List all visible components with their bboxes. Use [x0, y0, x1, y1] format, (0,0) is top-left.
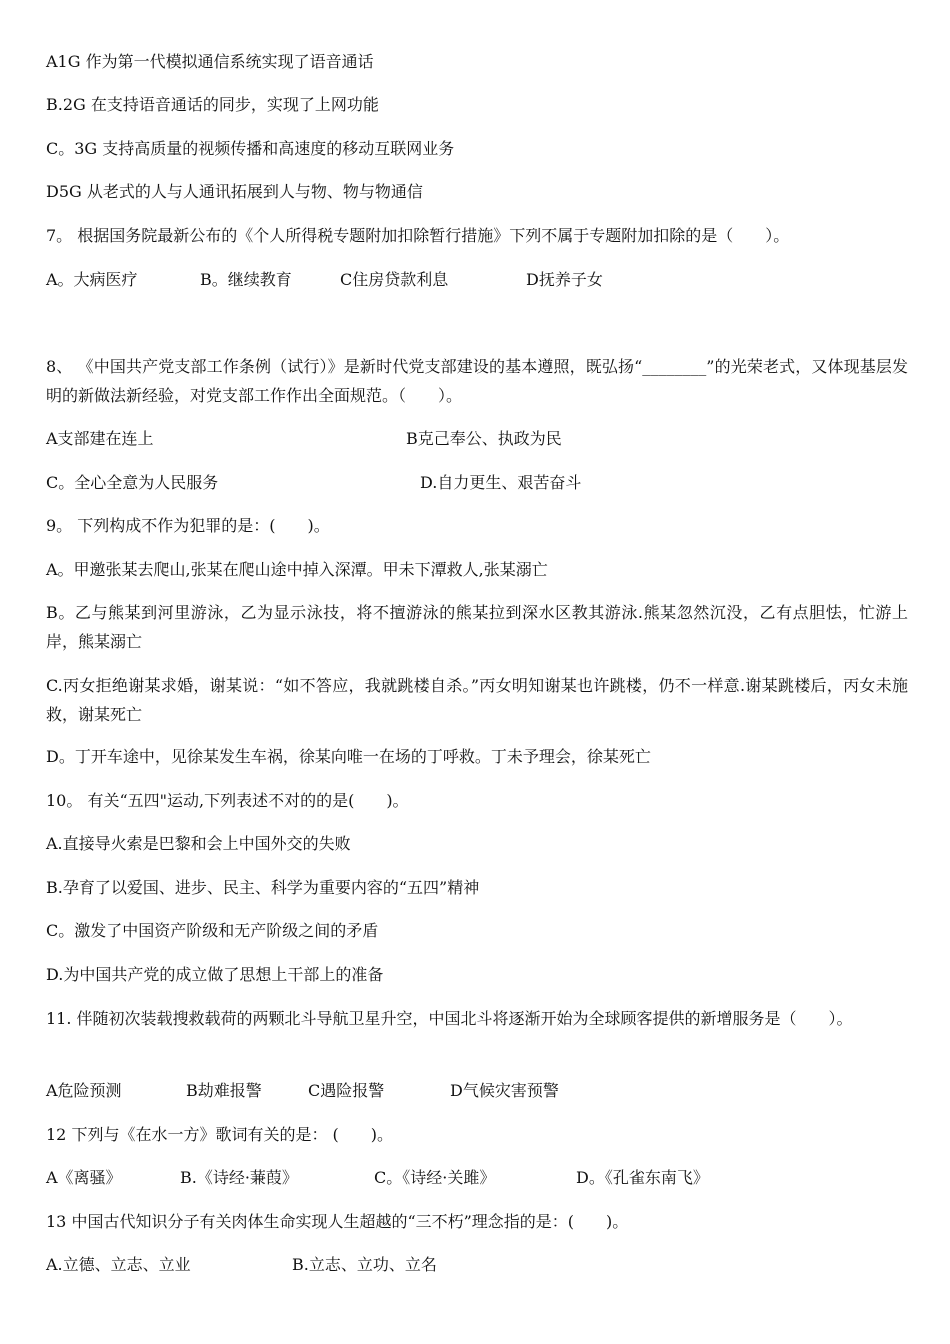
- q6-option-b: B.2G 在支持语音通话的同步，实现了上网功能: [46, 95, 379, 114]
- q6-option-c: C。3G 支持高质量的视频传播和高速度的移动互联网业务: [46, 139, 455, 158]
- q13-option-b: B.立志、立功、立名: [292, 1255, 437, 1274]
- q9-option-c: C.丙女拒绝谢某求婚，谢某说：“如不答应，我就跳楼自杀。”丙女明知谢某也许跳楼，仍不一样意.谢某跳楼后，丙女未施救，谢某死亡: [46, 676, 908, 724]
- q12-option-c: C。《诗经·关雎》: [374, 1168, 496, 1187]
- q7-option-a: A。大病医疗: [46, 270, 138, 289]
- q13-option-a: A.立德、立志、立业: [46, 1255, 191, 1274]
- q12-question: 12 下列与《在水一方》歌词有关的是： ( )。: [46, 1125, 394, 1144]
- q10-option-d: D.为中国共产党的成立做了思想上干部上的准备: [46, 965, 384, 984]
- q9-option-b: B。乙与熊某到河里游泳，乙为显示泳技，将不擅游泳的熊某拉到深水区教其游泳.熊某忽然沉没，乙有点胆怯，忙游上岸，熊某溺亡: [46, 603, 908, 651]
- q8-option-c: C。全心全意为人民服务: [46, 473, 219, 492]
- q10-question: 10。 有关“五四"运动,下列表述不对的的是( )。: [46, 791, 409, 810]
- q7-question: 7。 根据国务院最新公布的《个人所得税专题附加扣除暂行措施》下列不属于专题附加扣除的是（ ）。: [46, 226, 790, 245]
- q12-option-b: B.《诗经·蒹葭》: [180, 1168, 298, 1187]
- q11-question: 11. 伴随初次装载搜救载荷的两颗北斗导航卫星升空，中国北斗将逐渐开始为全球顾客提供的新增服务是（ ）。: [46, 1009, 853, 1028]
- q6-option-a: A1G 作为第一代模拟通信系统实现了语音通话: [46, 52, 374, 71]
- q9-question: 9。 下列构成不作为犯罪的是：( )。: [46, 516, 330, 535]
- q6-option-d: D5G 从老式的人与人通讯拓展到人与物、物与物通信: [46, 182, 423, 201]
- q9-option-a: A。甲邀张某去爬山,张某在爬山途中掉入深潭。甲未下潭救人,张某溺亡: [46, 560, 548, 579]
- q7-option-d: D抚养子女: [526, 270, 603, 289]
- q7-option-b: B。继续教育: [200, 270, 292, 289]
- q12-option-d: D。《孔雀东南飞》: [576, 1168, 709, 1187]
- q12-option-a: A《离骚》: [46, 1168, 122, 1187]
- q7-option-c: C住房贷款利息: [340, 270, 449, 289]
- q11-option-d: D气候灾害预警: [450, 1081, 559, 1100]
- q9-option-d: D。丁开车途中，见徐某发生车祸，徐某向唯一在场的丁呼救。丁未予理会，徐某死亡: [46, 747, 651, 766]
- q11-option-a: A危险预测: [46, 1081, 122, 1100]
- q8-option-d: D.自力更生、艰苦奋斗: [420, 473, 582, 492]
- q8-option-b: B克己奉公、执政为民: [406, 429, 562, 448]
- q8-question: 8、 《中国共产党支部工作条例（试行）》是新时代党支部建设的基本遵照，既弘扬“________”的光荣老式，又体现基层发明的新做法新经验，对党支部工作作出全面规范。（ ）。: [46, 357, 908, 405]
- q10-option-b: B.孕育了以爱国、进步、民主、科学为重要内容的“五四”精神: [46, 878, 480, 897]
- q10-option-a: A.直接导火索是巴黎和会上中国外交的失败: [46, 834, 351, 853]
- q8-option-a: A支部建在连上: [46, 429, 154, 448]
- q11-option-b: B劫难报警: [186, 1081, 262, 1100]
- q10-option-c: C。激发了中国资产阶级和无产阶级之间的矛盾: [46, 921, 379, 940]
- q11-option-c: C遇险报警: [308, 1081, 385, 1100]
- q13-question: 13 中国古代知识分子有关肉体生命实现人生超越的“三不朽”理念指的是：( )。: [46, 1212, 629, 1231]
